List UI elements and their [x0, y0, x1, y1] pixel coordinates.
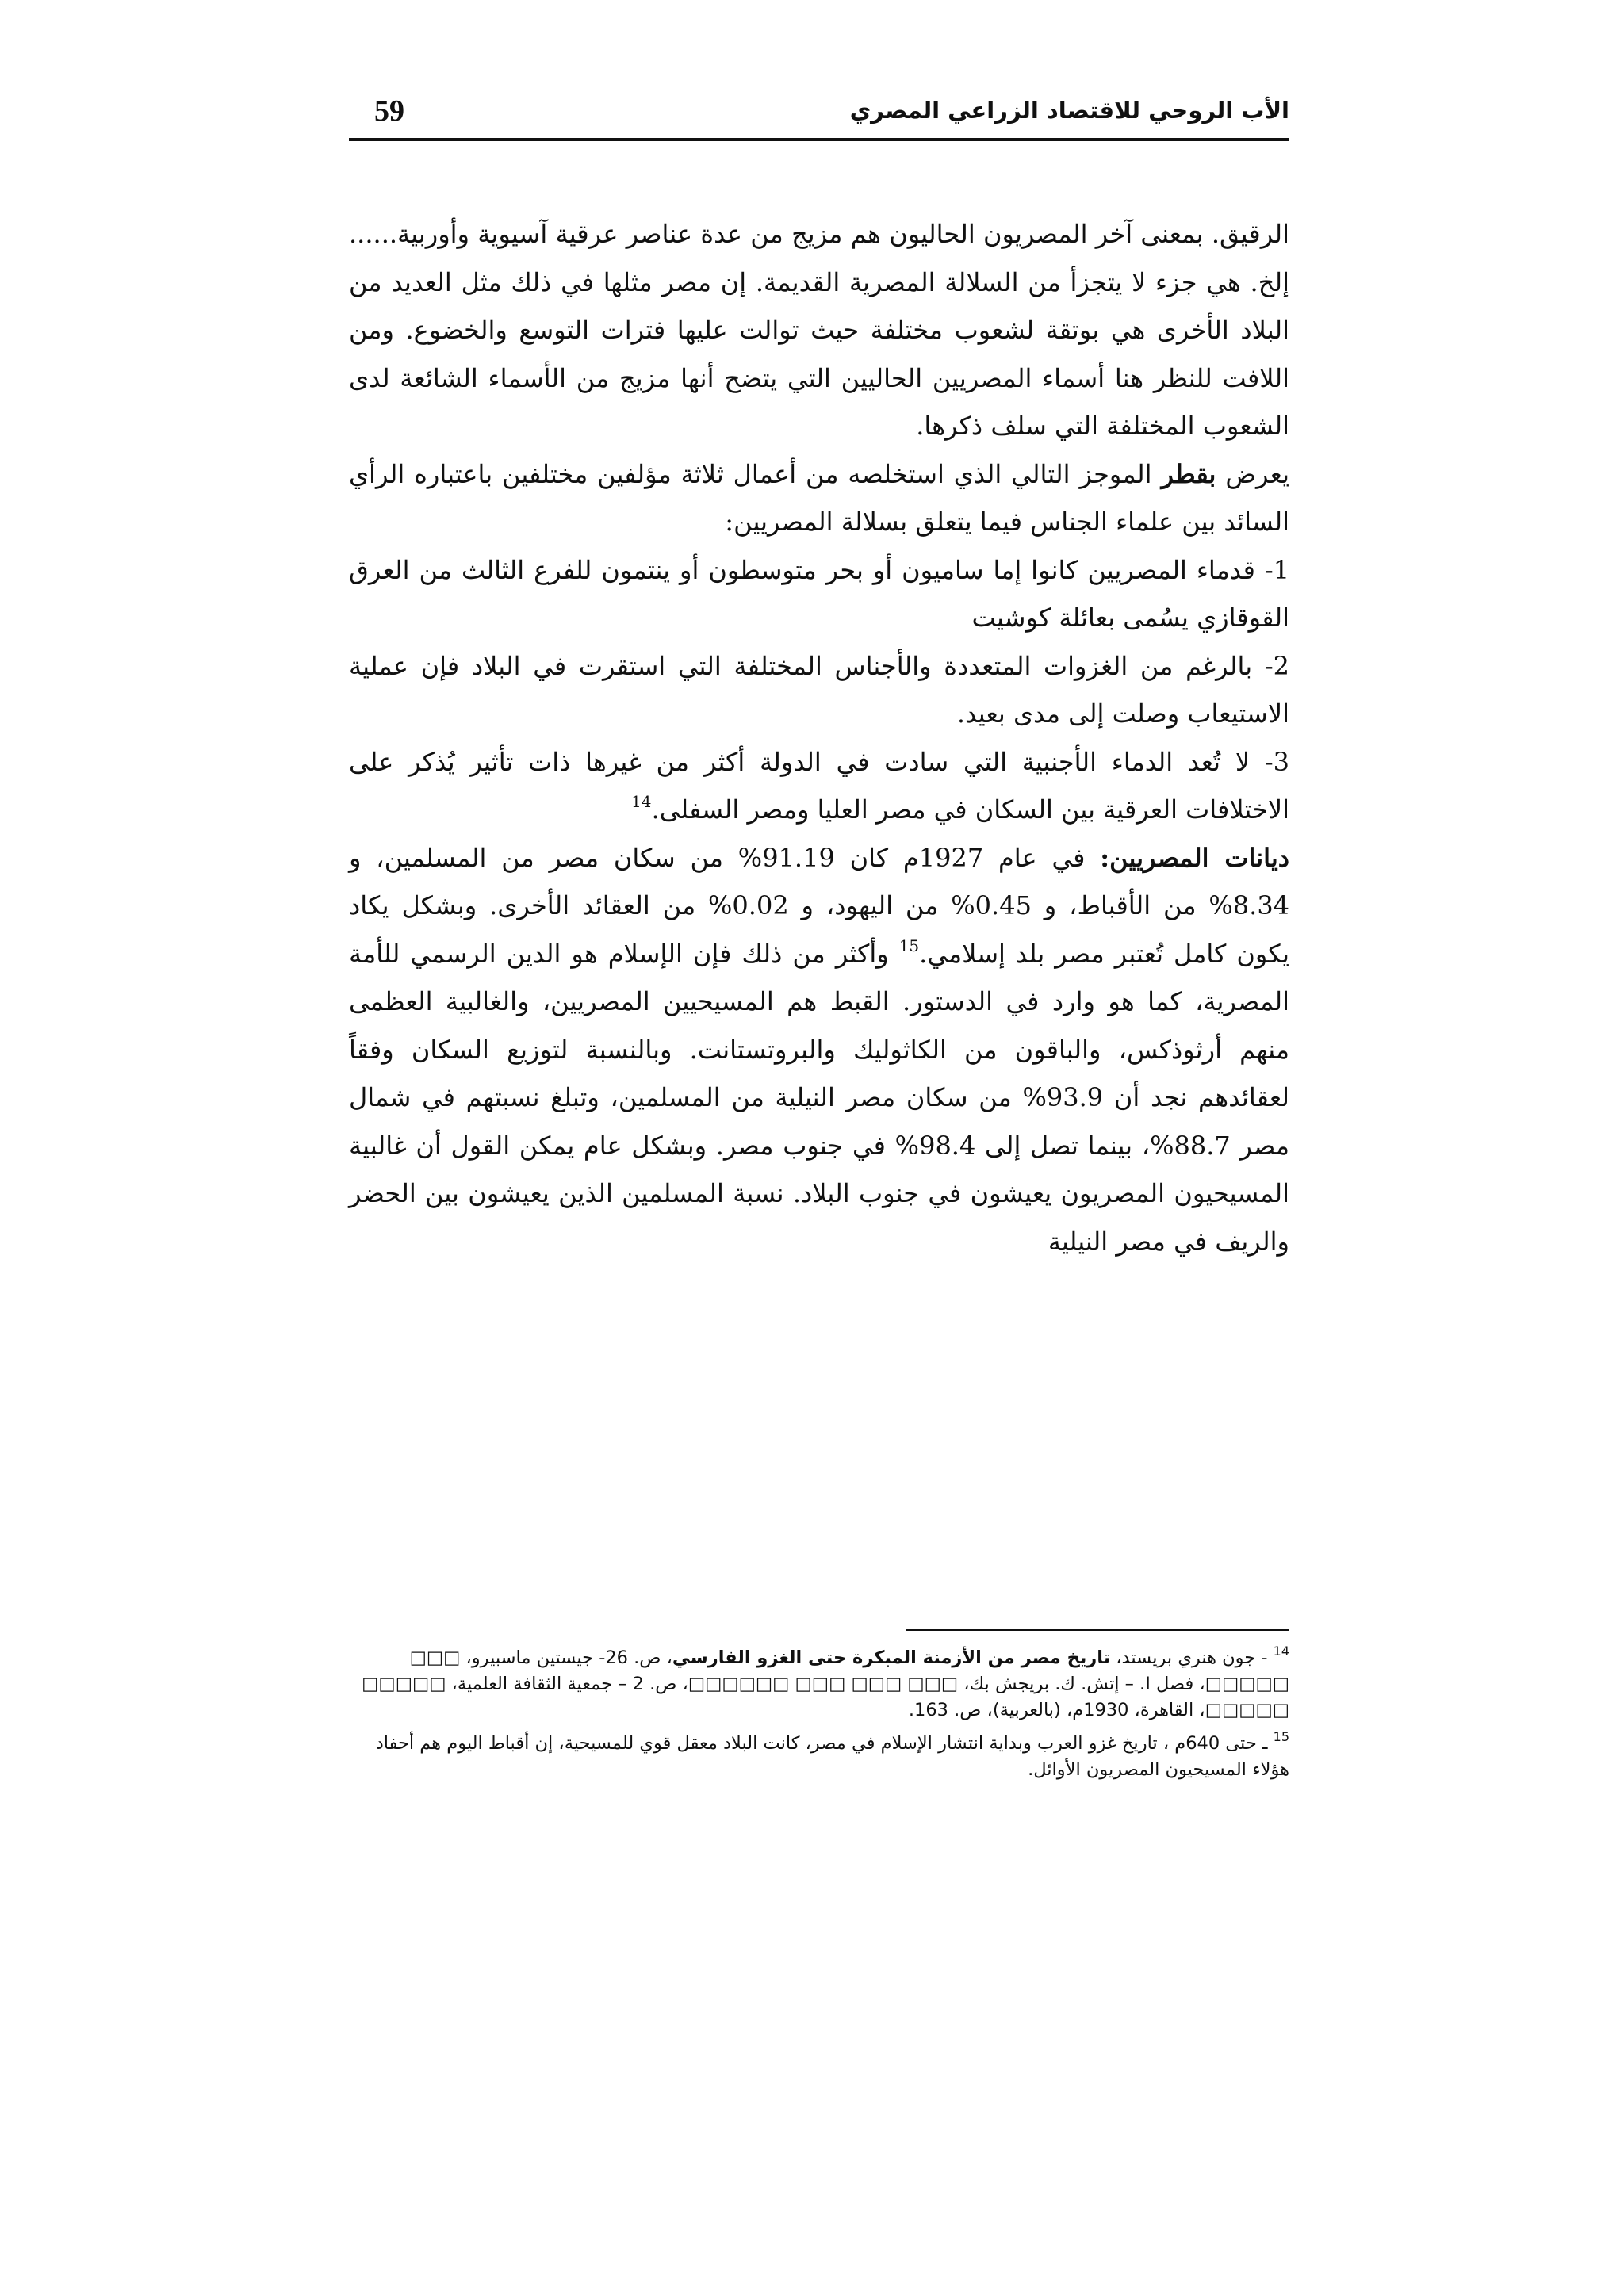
footnote-15 — [349, 1724, 1289, 1783]
footnote-14-text-a: - جون هنري بريستد، — [1110, 1647, 1274, 1668]
paragraph-2 — [349, 450, 1289, 546]
list-item-1: 1- قدماء المصريين كانوا إما ساميون أو بحر متوسطون أو ينتمون للفرع الثالث من العرق القوقازي يسُمى بعائلة كوشيت — [349, 554, 1289, 633]
footnote-14-text-b: ، ص. 26- جيستين ماسبيرو، □□□ □□□□□، فصل I. – إتش. ك. بريجش بك، □□□ □□□ □□□ □□□□□□، ص. 2 – جمعية الثقافة العلمية، □□□□□ □□□□□، القاهرة، 1930م، (بالعربية)، ص. 163. — [362, 1647, 1289, 1720]
paragraph-2-post: الموجز التالي الذي استخلصه من أعمال ثلاثة مؤلفين مختلفين باعتباره الرأي السائد بين علماء الجناس فيما يتعلق بسلالة المصريين: — [349, 458, 1289, 537]
header-title: الأب الروحي للاقتصاد الزراعي المصري — [849, 97, 1289, 124]
body-text — [349, 210, 1289, 1265]
religions-text-b: وأكثر من ذلك فإن الإسلام هو الدين الرسمي للأمة المصرية، كما هو وارد في الدستور. القبط هم المسيحيين المصريين، والغالبية العظمى منهم أرثوذكس، والباقون من الكاثوليك والبروتستانت. وبالنسبة لتوزيع السكان وفقاً لعقائدهم نجد أن 93.9% من سكان مصر النيلية من المسلمين، وتبلغ نسبتهم في شمال مصر 88.7%، بينما تصل إلى 98.4% في جنوب مصر. وبشكل عام يمكن القول أن غالبية المسيحيون المصريون يعيشون في جنوب البلاد. نسبة المسلمين الذين يعيشون بين الحضر والريف في مصر النيلية — [349, 938, 1290, 1257]
religions-text-a: في عام 1927م كان 91.19% من سكان مصر من المسلمين، و 8.34% من الأقباط، و 0.45% من اليهود، و 0.02% من العقائد الأخرى. وبشكل يكاد يكون كامل تُعتبر مصر بلد إسلامي. — [349, 842, 1290, 969]
footnote-14-book-title: تاريخ مصر من الأزمنة المبكرة حتى الغزو الفارسي — [672, 1647, 1111, 1668]
list-item-3 — [349, 738, 1289, 834]
footnote-15-text: ـ حتى 640م ، تاريخ غزو العرب وبداية انتشار الإسلام في مصر، كانت البلاد معقل قوي للمسيحية، إن أقباط اليوم هم أحفاد هؤلاء المسيحيون المصريون الأوائل. — [375, 1733, 1289, 1780]
footnote-15-number: 15 — [1273, 1729, 1289, 1744]
page-number: 59 — [374, 94, 404, 128]
list-item-3-text: 3- لا تُعد الدماء الأجنبية التي سادت في الدولة أكثر من غيرها ذات تأثير يُذكر على الاختلافات العرقية بين السكان في مصر العليا ومصر السفلى. — [349, 746, 1290, 825]
footnote-14 — [349, 1638, 1289, 1724]
footnote-ref-15[interactable]: 15 — [898, 936, 920, 955]
religions-heading: ديانات المصريين: — [1100, 842, 1290, 873]
religions-paragraph — [349, 834, 1289, 1266]
paragraph-1: الرقيق. بمعنى آخر المصريون الحاليون هم مزيج من عدة عناصر عرقية آسيوية وأوربية...... إلخ. هي جزء لا يتجزأ من السلالة المصرية القديمة. إن مصر مثلها في ذلك مثل العديد من البلاد الأخرى هي بوتقة لشعوب مختلفة حيث توالت عليها فترات التوسع والخضوع. ومن اللافت للنظر هنا أسماء المصريين الحاليين التي يتضح أنها مزيج من الأسماء الشائعة لدى الشعوب المختلفة التي سلف ذكرها. — [349, 219, 1289, 441]
paragraph-2-pre: يعرض — [1216, 458, 1290, 489]
page — [349, 94, 1289, 2234]
list-item-2: 2- بالرغم من الغزوات المتعددة والأجناس المختلفة التي استقرت في البلاد فإن عملية الاستيعاب وصلت إلى مدى بعيد. — [349, 650, 1289, 729]
footnote-separator — [906, 1629, 1289, 1631]
author-name: بقطر — [1161, 458, 1216, 489]
footnotes — [349, 1638, 1289, 1783]
running-header — [349, 94, 1289, 141]
footnote-14-number: 14 — [1273, 1644, 1289, 1659]
footnote-ref-14[interactable]: 14 — [631, 792, 652, 811]
